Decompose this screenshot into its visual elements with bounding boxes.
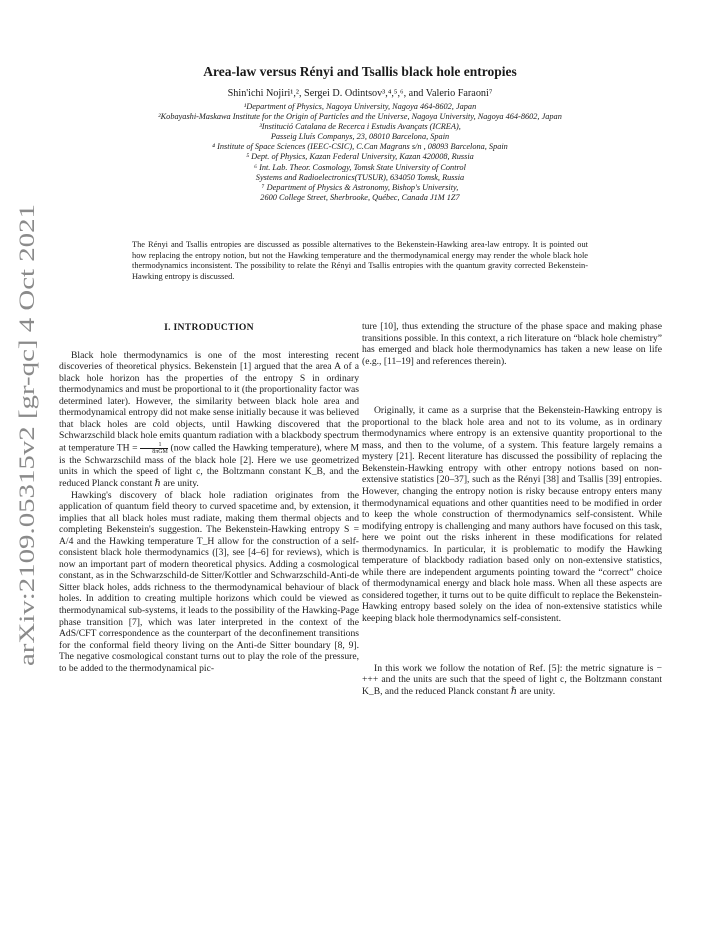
- left-column: [59, 322, 359, 674]
- paragraph-text: Black hole thermodynamics is one of the most interesting recent discoveries of theoretical physics. Bekenstein [1] argued that the area A of a black hole horizon has the properties of the entropy S in ordinary thermodynamics and must be proportional to it (the proportionality factor was determined later). However, the similarity between black hole area and thermodynamical entropy did not make sense initially because it was believed that black holes are cold objects, until Hawking discovered that the Schwarzschild black hole emits quantum radiation with a blackbody spectrum at temperature T: [59, 349, 359, 454]
- affiliation-line: ⁷ Department of Physics & Astronomy, Bishop's University,: [261, 182, 459, 192]
- body-paragraph: ture [10], thus extending the structure of the phase space and making phase transitions possible. In this context, a rich literature on “black hole chemistry” has emerged and black hole thermodynamics has taken a new lease on life (e.g., [11–19] and references therein).: [362, 321, 662, 367]
- affiliation-line: ⁵ Dept. of Physics, Kazan Federal University, Kazan 420008, Russia: [246, 152, 474, 162]
- affiliation-line: Systems and Radioelectronics(TUSUR), 634050 Tomsk, Russia: [255, 172, 465, 182]
- abstract: The Rényi and Tsallis entropies are discussed as possible alternatives to the Bekenstein-Hawking area-law entropy. It is pointed out how replacing the entropy notion, but not the Hawking temperature and the thermodynamical energy may render the whole black hole thermodynamics inconsistent. The possibility to relate the Rényi and Tsallis entropies with the quantum gravity corrected Bekenstein-Hawking entropy is discussed.: [132, 240, 588, 281]
- section-heading: I. INTRODUCTION: [164, 322, 254, 333]
- author-list: Shin'ichi Nojiri¹,², Sergei D. Odintsov³,⁴,⁵,⁶, and Valerio Faraoni⁷: [227, 88, 493, 99]
- equation-text: H =: [122, 442, 141, 454]
- paper-title: Area-law versus Rényi and Tsallis black hole entropies: [203, 64, 517, 79]
- paragraph-gap: [362, 625, 662, 663]
- fraction-numerator: 1: [140, 442, 168, 449]
- arxiv-id-text: arXiv:2109.05315v2 [gr-qc] 4 Oct 2021: [14, 313, 39, 666]
- affiliation-line: ⁶ Int. Lab. Theor. Cosmology, Tomsk State University of Control: [254, 162, 466, 172]
- affiliation-line: ³Institució Catalana de Recerca i Estudis Avançats (ICREA),: [259, 122, 461, 132]
- paragraph-text: (now called the Hawking temperature), where M is the Schwarzschild mass of the black hole [2]. Here we use geometrized units in which the speed of light c, the Boltzmann constant K_B, and the reduced Planck constant ℏ are unity.: [59, 442, 359, 490]
- affiliation-line: ⁴ Institute of Space Sciences (IEEC-CSIC), C.Can Magrans s/n , 08093 Barcelona, Spain: [212, 142, 508, 152]
- fraction-denominator: 8πGM: [152, 448, 168, 455]
- body-paragraph: In this work we follow the notation of Ref. [5]: the metric signature is −+++ and the units are such that the speed of light c, the Boltzmann constant K_B, and the reduced Planck constant ℏ are unity.: [362, 662, 662, 697]
- arxiv-identifier: [6, 200, 46, 670]
- right-column: [362, 321, 662, 697]
- fraction: [140, 442, 168, 455]
- paragraph-gap: [362, 367, 662, 405]
- affiliation-line: ²Kobayashi-Maskawa Institute for the Origin of Particles and the Universe, Nagoya University, Nagoya 464-8602, Japan: [158, 112, 562, 122]
- affiliation-line: Passeig Lluís Companys, 23, 08010 Barcelona, Spain: [270, 132, 450, 142]
- affiliation-line: 2600 College Street, Sherbrooke, Québec, Canada J1M 1Z7: [260, 192, 460, 202]
- body-paragraph: Hawking's discovery of black hole radiation originates from the application of quantum field theory to curved spacetime and, by extension, it implies that all black holes must radiate, making them thermal objects and completing Bekenstein's suggestion. The Bekenstein-Hawking entropy S = A/4 and the Hawking temperature T_H allow for the construction of a self-consistent black hole thermodynamics ([3], see [4–6] for reviews), which is now an important part of modern theoretical physics. Adding a cosmological constant, as in the Schwarzschild-de Sitter/Kottler and Schwarzschild-Anti-de Sitter black holes, adds richness to the thermodynamical behaviour of black holes. In addition to creating multiple horizons which could be viewed as thermodynamical sub-systems, it leads to the possibility of the Hawking-Page phase transition [7], which was later interpreted in the context of the AdS/CFT correspondence as the counterpart of the deconfinement transitions for the conformal field theory living on the Anti-de Sitter boundary [8, 9]. The negative cosmological constant turns out to play the role of the pressure, to be added to the thermodynamical pic-: [59, 489, 359, 674]
- affiliations: [40, 102, 680, 203]
- body-paragraph: Originally, it came as a surprise that the Bekenstein-Hawking entropy is proportional to the black hole area and not to its volume, as in ordinary thermodynamics where entropy is an extensive quantity proportional to the mass, and then to the volume, of a system. This feature largely remains a mystery [21]. Recent literature has discussed the possibility of replacing the Bekenstein-Hawking entropy with other entropy notions based on non-extensive statistics [20–37], such as the Rényi [38] and Tsallis [39] entropies. However, changing the entropy notion is risky because entropy enters many thermodynamical equations and other quantities need to be modified in order to keep the whole construction of thermodynamics self-consistent. While modifying entropy is challenging and many authors have focused on this task, here we point out the risks inherent in these modifications for related thermodynamics. In particular, it is problematic to modify the Hawking temperature of blackbody radiation based only on non-extensive statistics, while there are independent arguments pointing toward the “correct” choice of thermodynamical energy and black hole mass. When all these aspects are considered together, it turns out to be quite difficult to replace the Bekenstein-Hawking entropy based solely on the idea of non-extensive statistics while keeping black hole thermodynamics self-consistent.: [362, 405, 662, 625]
- body-paragraph: [59, 350, 359, 490]
- affiliation-line: ¹Department of Physics, Nagoya University, Nagoya 464-8602, Japan: [243, 102, 477, 111]
